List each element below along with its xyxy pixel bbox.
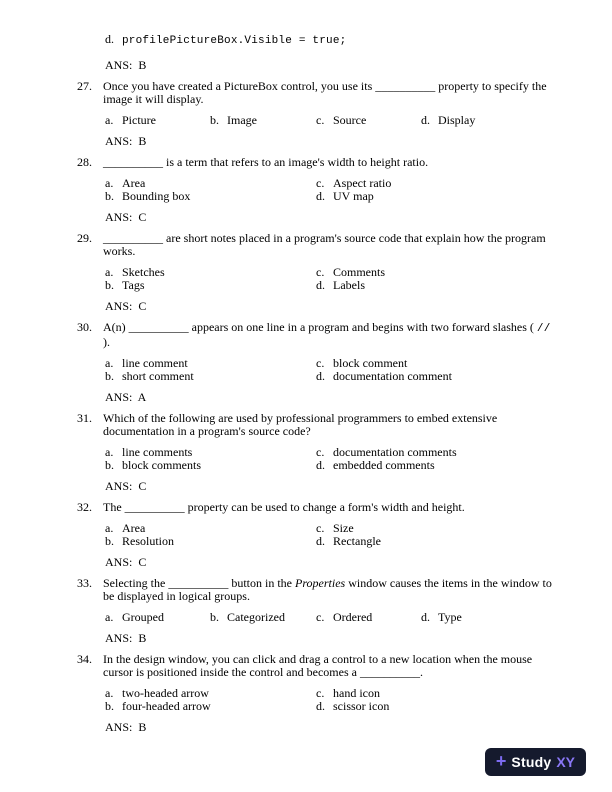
option-b	[105, 190, 316, 203]
question-text: __________ are short notes placed in a program's source code that explain how the program works.	[103, 231, 546, 258]
option-letter: d.	[316, 699, 325, 713]
option-letter: b.	[210, 113, 219, 127]
option-text: block comment	[333, 356, 408, 370]
option-text: line comment	[122, 356, 188, 370]
options-right-column	[316, 446, 554, 472]
option-text: Resolution	[122, 534, 175, 548]
option-text: Display	[438, 113, 476, 127]
option-b	[105, 535, 316, 548]
options-left-column	[105, 357, 316, 383]
question-number: 30.	[77, 320, 92, 334]
option-letter: d.	[105, 32, 114, 46]
option-letter: b.	[105, 369, 114, 383]
option-text: documentation comments	[333, 445, 457, 459]
question-32	[77, 501, 554, 569]
options-right-column	[316, 266, 554, 292]
options-right-column	[316, 177, 554, 203]
question-text-pre: A(n) __________ appears on one line in a program and begins with two forward slashes (	[103, 320, 537, 334]
option-text: short comment	[122, 369, 194, 383]
question-text	[103, 321, 554, 349]
option-letter: b.	[210, 610, 219, 624]
option-letter: c.	[316, 265, 325, 279]
question-29	[77, 232, 554, 313]
question-number: 31.	[77, 411, 92, 425]
option-text: Grouped	[122, 610, 164, 624]
inline-code: //	[536, 323, 551, 335]
option-letter: b.	[105, 278, 114, 292]
option-letter: b.	[105, 458, 114, 472]
question-head	[77, 80, 554, 106]
question-head	[77, 321, 554, 349]
question-31	[77, 412, 554, 493]
option-text: Ordered	[333, 610, 373, 624]
italic-term: Properties	[294, 576, 346, 590]
option-letter: a.	[105, 610, 114, 624]
question-text-post: window causes the items in the window to be displayed in logical groups.	[103, 576, 552, 603]
answer: ANS: B	[105, 720, 147, 734]
question-text: Once you have created a PictureBox control, you use its __________ property to specify the image it will display.	[103, 79, 547, 106]
option-b	[105, 370, 316, 383]
option-text: four-headed arrow	[122, 699, 211, 713]
answer: ANS: C	[105, 210, 147, 224]
options-columns	[105, 522, 554, 548]
option-letter: c.	[316, 521, 325, 535]
option-d	[316, 459, 554, 472]
option-b	[105, 279, 316, 292]
option-text: Categorized	[227, 610, 285, 624]
option-d	[316, 700, 554, 713]
question-text	[103, 577, 554, 603]
question-number: 33.	[77, 576, 92, 590]
option-text: hand icon	[333, 686, 380, 700]
options-columns	[105, 266, 554, 292]
option-text: Size	[333, 521, 354, 535]
options-right-column	[316, 687, 554, 713]
option-d	[316, 535, 554, 548]
question-number: 28.	[77, 155, 92, 169]
option-letter: a.	[105, 176, 114, 190]
question-number: 32.	[77, 500, 92, 514]
options-left-column	[105, 522, 316, 548]
option-letter: b.	[105, 699, 114, 713]
options-columns	[105, 357, 554, 383]
previous-question-fragment	[77, 33, 554, 72]
option-text: scissor icon	[333, 699, 390, 713]
option-letter: a.	[105, 521, 114, 535]
question-head	[77, 156, 554, 169]
option-letter: b.	[105, 189, 114, 203]
question-27	[77, 80, 554, 148]
options-right-column	[316, 522, 554, 548]
options-columns	[105, 446, 554, 472]
question-text: Which of the following are used by professional programmers to embed extensive documentation in a program's source code?	[103, 411, 498, 438]
option-c	[316, 114, 421, 127]
answer: ANS: B	[105, 134, 147, 148]
option-text: embedded comments	[333, 458, 435, 472]
option-b	[210, 611, 316, 624]
option-text: Image	[227, 113, 257, 127]
option-letter: c.	[316, 356, 325, 370]
option-a	[105, 114, 210, 127]
question-text-post: ).	[103, 335, 110, 349]
option-text: Labels	[333, 278, 365, 292]
option-text: Area	[122, 176, 146, 190]
option-a	[105, 611, 210, 624]
option-d-code	[105, 33, 554, 48]
option-text: Source	[333, 113, 367, 127]
option-text: Sketches	[122, 265, 165, 279]
logo-text-xy: XY	[556, 753, 575, 770]
option-d	[316, 190, 554, 203]
option-letter: c.	[316, 176, 325, 190]
option-letter: d.	[316, 369, 325, 383]
option-letter: b.	[105, 534, 114, 548]
option-letter: d.	[421, 610, 430, 624]
options-right-column	[316, 357, 554, 383]
question-head	[77, 501, 554, 514]
question-text: The __________ property can be used to change a form's width and height.	[103, 500, 465, 514]
answer: ANS: C	[105, 555, 147, 569]
question-text: __________ is a term that refers to an image's width to height ratio.	[103, 155, 429, 169]
answer: ANS: A	[105, 390, 147, 404]
option-text: Rectangle	[333, 534, 381, 548]
option-text: Aspect ratio	[333, 176, 392, 190]
option-b	[105, 700, 316, 713]
question-number: 27.	[77, 79, 92, 93]
options-columns	[105, 177, 554, 203]
option-letter: d.	[316, 534, 325, 548]
answer: ANS: B	[105, 631, 147, 645]
option-letter: d.	[316, 278, 325, 292]
option-text: Comments	[333, 265, 386, 279]
option-text: Area	[122, 521, 146, 535]
option-text: documentation comment	[333, 369, 452, 383]
options-left-column	[105, 446, 316, 472]
question-28	[77, 156, 554, 224]
option-d	[316, 370, 554, 383]
question-head	[77, 577, 554, 603]
option-letter: a.	[105, 265, 114, 279]
question-head	[77, 232, 554, 258]
inline-code: profilePictureBox.Visible = true;	[122, 35, 347, 47]
question-30	[77, 321, 554, 404]
option-d	[421, 114, 554, 127]
option-text: Picture	[122, 113, 156, 127]
option-letter: a.	[105, 445, 114, 459]
question-number: 34.	[77, 652, 92, 666]
option-letter: a.	[105, 356, 114, 370]
question-head	[77, 653, 554, 679]
options-columns	[105, 687, 554, 713]
option-text: UV map	[333, 189, 374, 203]
option-b	[210, 114, 316, 127]
option-letter: d.	[316, 189, 325, 203]
option-letter: a.	[105, 686, 114, 700]
option-letter: c.	[316, 686, 325, 700]
option-d	[316, 279, 554, 292]
option-text: block comments	[122, 458, 201, 472]
question-33	[77, 577, 554, 645]
option-b	[105, 459, 316, 472]
studyxy-logo	[485, 748, 586, 776]
plus-icon: +	[495, 751, 507, 771]
option-text: Tags	[122, 278, 145, 292]
answer: ANS: C	[105, 299, 147, 313]
question-text-pre: Selecting the __________ button in the	[103, 576, 295, 590]
question-34	[77, 653, 554, 734]
option-text: line comments	[122, 445, 193, 459]
options-left-column	[105, 177, 316, 203]
option-letter: c.	[316, 113, 325, 127]
option-letter: a.	[105, 113, 114, 127]
option-text: Type	[438, 610, 462, 624]
question-number: 29.	[77, 231, 92, 245]
options-left-column	[105, 266, 316, 292]
option-text: two-headed arrow	[122, 686, 209, 700]
question-head	[77, 412, 554, 438]
option-text: Bounding box	[122, 189, 191, 203]
option-letter: d.	[421, 113, 430, 127]
logo-text-study: Study	[511, 753, 552, 770]
answer: ANS: B	[105, 58, 147, 72]
options-row	[105, 611, 554, 624]
option-c	[316, 611, 421, 624]
answer: ANS: C	[105, 479, 147, 493]
option-letter: c.	[316, 610, 325, 624]
option-d	[421, 611, 554, 624]
options-left-column	[105, 687, 316, 713]
option-letter: d.	[316, 458, 325, 472]
options-row	[105, 114, 554, 127]
option-letter: c.	[316, 445, 325, 459]
question-text: In the design window, you can click and drag a control to a new location when the mouse cursor is positioned inside the control and becomes a __________.	[103, 652, 533, 679]
